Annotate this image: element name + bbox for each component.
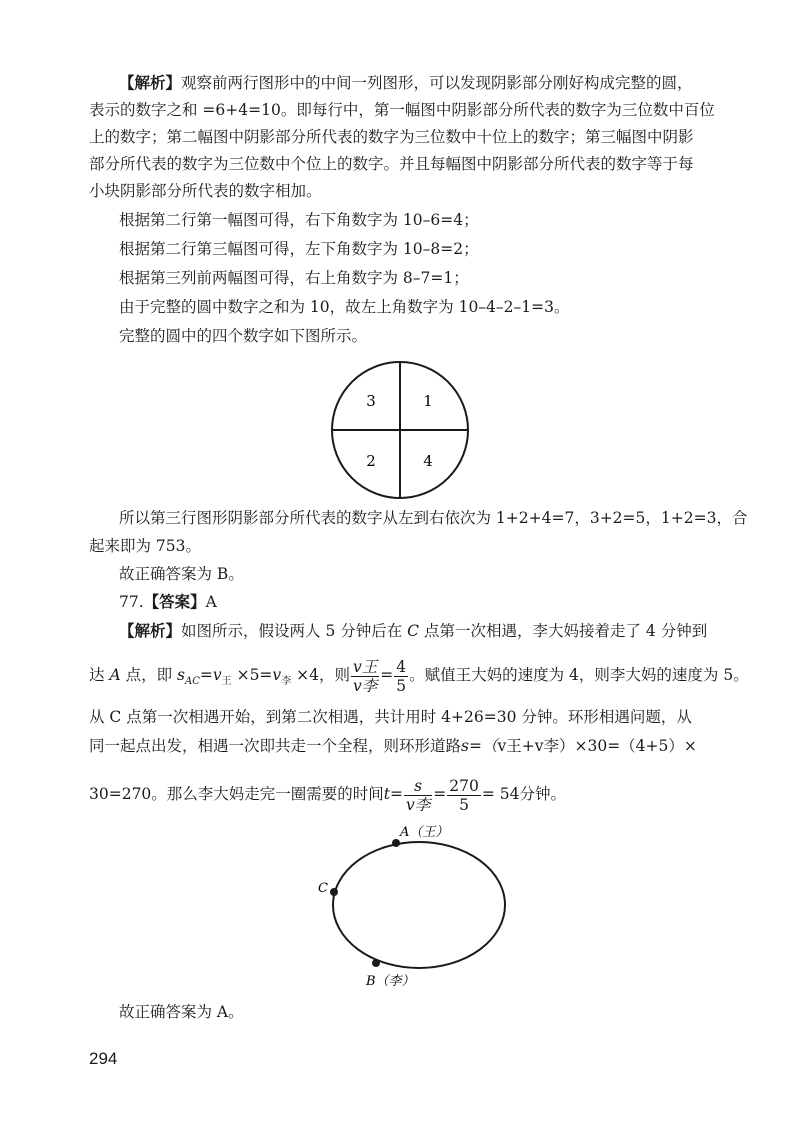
para1-line3: 上的数字；第二幅图中阴影部分所代表的数字为三位数中十位上的数字；第三幅图中阴影: [89, 128, 694, 146]
track-ellipse: [333, 842, 505, 968]
para2-line1: 所以第三行图形阴影部分所代表的数字从左到右依次为 1+2+4=7，3+2=5，1+2=3，合: [119, 509, 748, 527]
step-line: 由于完整的圆中数字之和为 10，故左上角数字为 10–4–2–1=3。: [119, 298, 570, 316]
time-fraction: $\frac{s}{\text{v李}}$: [406, 776, 431, 814]
speed-ratio-fraction: $\frac{\text{v王}}{\text{v李}}$: [352, 657, 378, 695]
point-b-marker: [372, 959, 380, 967]
point-c-marker: [330, 888, 338, 896]
analysis-tag: 【解析】: [119, 621, 182, 640]
answer-tag: 【答案】: [143, 592, 206, 611]
q77-answer-line: 77.【答案】A: [119, 592, 217, 611]
circular-track-diagram: [300, 820, 520, 995]
quadrant-top-right: 1: [423, 392, 433, 410]
quadrant-bottom-left: 2: [366, 452, 376, 470]
quadrant-top-left: 3: [366, 392, 376, 410]
q77-analysis-line3: 从 C 点第一次相遇开始，到第二次相遇，共计用时 4+26=30 分钟。环形相遇问题，从: [89, 708, 692, 726]
analysis-tag: 【解析】: [119, 73, 182, 92]
q77-conclusion: 故正确答案为 A。: [119, 1003, 244, 1021]
para1-line2: 表示的数字之和 =6+4=10。即每行中，第一幅图中阴影部分所代表的数字为三位数中百位: [89, 101, 715, 119]
para1-line5: 小块阴影部分所代表的数字相加。: [89, 182, 322, 200]
q77-analysis-line1: 【解析】如图所示，假设两人 5 分钟后在 C 点第一次相遇，李大妈接着走了 4 分钟到: [119, 621, 708, 640]
para2-line2: 起来即为 753。: [89, 537, 202, 555]
point-a-label: A（王）: [400, 825, 449, 840]
quadrant-bottom-right: 4: [423, 452, 433, 470]
point-a-marker: [392, 839, 400, 847]
para1-line4: 部分所代表的数字为三位数中个位上的数字。并且每幅图中阴影部分所代表的数字等于每: [89, 155, 694, 173]
page-number: 294: [89, 1049, 118, 1068]
q77-analysis-line4: 同一起点出发，相遇一次即共走一个全程，则环形道路s=（v王+v李）×30=（4+5）×: [89, 737, 697, 755]
q77-analysis-line2: 达 A 点，即 $s_{AC}=v_王 \times 5=v_李 \times 4$，则 $\frac{\text{v王}}{\text{v李}}$ = $\frac{4}{5}$ 。赋值王大妈的速度为 4，则李大妈的速度为 5。: [89, 657, 749, 695]
step-line: 根据第三列前两幅图可得，右上角数字为 8–7=1；: [119, 269, 469, 287]
para1-line1: 【解析】观察前两行图形中的中间一列图形，可以发现阴影部分刚好构成完整的圆，: [119, 73, 693, 92]
value-fraction: $\frac{4}{5}$: [396, 657, 407, 695]
step-line: 完整的圆中的四个数字如下图所示。: [119, 327, 368, 345]
q77-analysis-line5: 30=270。那么李大妈走完一圈需要的时间t= $\frac{s}{\text{v李}}$ = $\frac{270}{5}$ = 54分钟。: [89, 776, 567, 814]
step-line: 根据第二行第三幅图可得，左下角数字为 10–8=2；: [119, 240, 479, 258]
value-fraction: $\frac{270}{5}$: [449, 776, 479, 814]
quadrant-circle-diagram: [325, 355, 475, 505]
para2-line3: 故正确答案为 B。: [119, 565, 244, 583]
point-b-label: B（李）: [366, 974, 415, 989]
step-line: 根据第二行第一幅图可得，右下角数字为 10–6=4；: [119, 211, 479, 229]
point-c-label: C: [318, 881, 328, 896]
